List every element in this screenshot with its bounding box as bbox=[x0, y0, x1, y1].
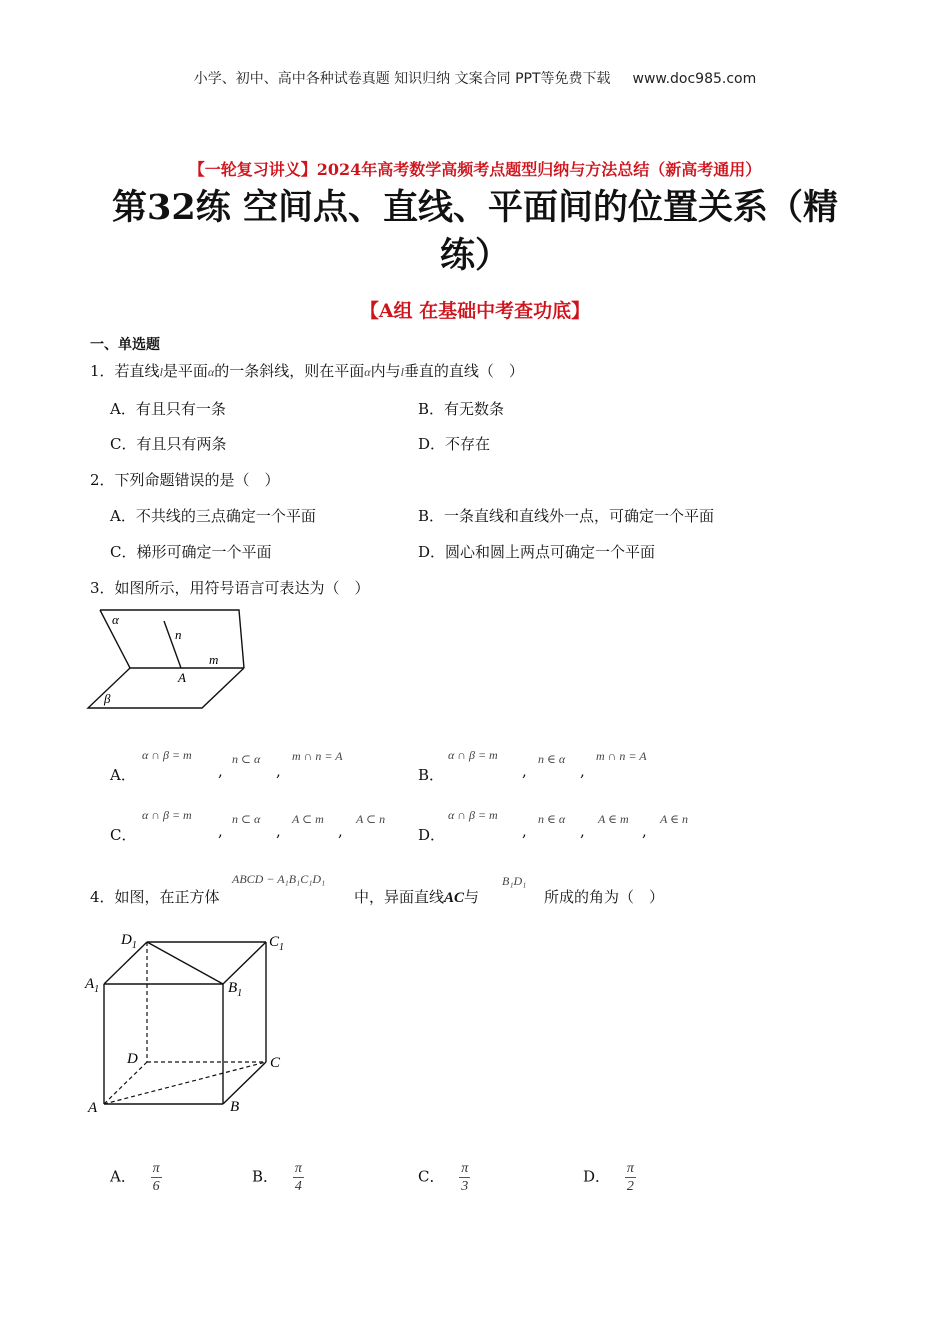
q4-label-a: A bbox=[88, 1100, 98, 1116]
q1-option-b[interactable]: B．有无数条 bbox=[418, 400, 505, 418]
q3-c-comma-2: , bbox=[276, 822, 281, 840]
q4-label-c: C bbox=[270, 1055, 281, 1071]
q4-cube-name: ABCD − A₁B₁C₁D₁ bbox=[232, 872, 326, 886]
q4-text-4: 所成的角为（ ） bbox=[544, 888, 665, 906]
q3-d-expr-3: A ∈ m bbox=[598, 812, 629, 826]
q3-a-expr-1: α ∩ β = m bbox=[142, 748, 192, 762]
q3-d-expr-1: α ∩ β = m bbox=[448, 808, 498, 822]
q2-option-c[interactable]: C．梯形可确定一个平面 bbox=[110, 543, 272, 561]
q1-math-alpha: α bbox=[207, 365, 215, 379]
q3-d-comma-3: , bbox=[642, 822, 647, 840]
q1-option-c[interactable]: C．有且只有两条 bbox=[110, 435, 227, 453]
q3-label-a: A bbox=[178, 670, 186, 685]
q1-number: 1． bbox=[90, 362, 115, 380]
q2-option-a[interactable]: A．不共线的三点确定一个平面 bbox=[110, 507, 316, 525]
q4-option-a[interactable] bbox=[110, 1160, 162, 1195]
q4-option-c[interactable] bbox=[418, 1160, 470, 1195]
q3-label-m: m bbox=[209, 652, 219, 667]
q3-c-expr-1: α ∩ β = m bbox=[142, 808, 192, 822]
q3-option-a-label[interactable]: A． bbox=[110, 766, 136, 784]
q3-d-comma-1: , bbox=[522, 822, 527, 840]
group-heading: 【A组 在基础中考查功底】 bbox=[359, 300, 591, 322]
q1-text-1: 若直线 bbox=[114, 362, 160, 380]
q3-a-comma-2: , bbox=[276, 762, 281, 780]
q4-label-b: B bbox=[230, 1099, 240, 1115]
q3-b-comma-1: , bbox=[522, 762, 527, 780]
q4-b-label: B． bbox=[252, 1167, 279, 1186]
series-title: 【一轮复习讲义】2024年高考数学高频考点题型归纳与方法总结（新高考通用） bbox=[188, 160, 762, 179]
q1-text-3: 的一条斜线，则在平面 bbox=[214, 362, 365, 380]
q3-c-expr-3: A ⊂ m bbox=[292, 812, 324, 826]
q4-a-label: A． bbox=[110, 1167, 136, 1186]
q4-option-d[interactable] bbox=[583, 1160, 636, 1195]
q3-option-d-label[interactable]: D． bbox=[418, 826, 446, 844]
q3-b-expr-2: n ∈ α bbox=[538, 752, 566, 766]
q4-option-b[interactable] bbox=[252, 1160, 304, 1195]
q3-a-comma-1: , bbox=[218, 762, 223, 780]
q4-label-d: D bbox=[127, 1051, 138, 1067]
header-text: 小学、初中、高中各种试卷真题 知识归纳 文案合同 PPT等免费下载 bbox=[193, 71, 611, 87]
q4-cube-figure bbox=[82, 926, 292, 1121]
q1-math-alpha-2: α bbox=[364, 365, 371, 379]
header-site[interactable]: www.doc985.com bbox=[632, 71, 757, 87]
q3-option-c-label[interactable]: C． bbox=[110, 826, 137, 844]
q4-label-d1: $D_1$ bbox=[121, 932, 137, 951]
q3-a-expr-2: n ⊂ α bbox=[232, 752, 261, 766]
q3-c-comma-1: , bbox=[218, 822, 223, 840]
q3-c-expr-2: n ⊂ α bbox=[232, 812, 261, 826]
q3-c-expr-4: A ⊂ n bbox=[356, 812, 386, 826]
q1-math-l-2: l bbox=[400, 365, 404, 379]
q2-option-b[interactable]: B．一条直线和直线外一点，可确定一个平面 bbox=[418, 507, 715, 525]
q1-text-4: 内与 bbox=[370, 362, 401, 380]
q3-b-comma-2: , bbox=[580, 762, 585, 780]
q3-label-n: n bbox=[175, 627, 182, 642]
q4-d-frac: $\frac{\pi}{2}$ bbox=[626, 1161, 634, 1194]
q3-label-beta: β bbox=[104, 691, 111, 706]
q1-text-2: 是平面 bbox=[162, 362, 208, 380]
q1-option-d[interactable]: D．不存在 bbox=[418, 435, 491, 453]
q4-b-frac: $\frac{\pi}{4}$ bbox=[294, 1161, 302, 1194]
q4-a-frac: $\frac{\pi}{6}$ bbox=[152, 1161, 160, 1194]
q4-math-ac: AC bbox=[444, 890, 465, 906]
q4-text-1: 4．如图，在正方体 bbox=[90, 888, 220, 906]
q3-label-alpha: α bbox=[112, 612, 119, 627]
q2-option-d[interactable]: D．圆心和圆上两点可确定一个平面 bbox=[418, 543, 656, 561]
q3-b-expr-1: α ∩ β = m bbox=[448, 748, 498, 762]
q1-option-a[interactable]: A．有且只有一条 bbox=[110, 400, 226, 418]
q3-d-expr-2: n ∈ α bbox=[538, 812, 566, 826]
q1-math-l: l bbox=[159, 365, 163, 379]
q3-d-comma-2: , bbox=[580, 822, 585, 840]
q3-b-expr-3: m ∩ n = A bbox=[596, 749, 647, 763]
q4-c-label: C． bbox=[418, 1167, 445, 1186]
q3-option-b-label[interactable]: B． bbox=[418, 766, 445, 784]
q4-label-b1: $B_1$ bbox=[228, 980, 243, 999]
q4-math-b1d1: B₁D₁ bbox=[502, 874, 527, 888]
q4-label-c1: $C_1$ bbox=[269, 934, 285, 953]
q1-text-5: 垂直的直线（ ） bbox=[403, 362, 524, 380]
q4-text-3: 与 bbox=[464, 888, 480, 906]
q4-c-frac: $\frac{\pi}{3}$ bbox=[461, 1161, 469, 1194]
question-1 bbox=[90, 360, 524, 381]
q4-d-label: D． bbox=[583, 1167, 611, 1186]
question-4 bbox=[90, 886, 220, 907]
q4-text-rest bbox=[354, 886, 479, 907]
q4-text-2: 中，异面直线 bbox=[354, 888, 445, 906]
q4-label-a1: $A_1$ bbox=[85, 976, 100, 995]
q3-c-comma-3: , bbox=[338, 822, 343, 840]
page-title: 第32练 空间点、直线、平面间的位置关系（精练） bbox=[112, 187, 838, 276]
q3-d-expr-4: A ∈ n bbox=[660, 812, 688, 826]
q3-a-expr-3: m ∩ n = A bbox=[292, 749, 343, 763]
section-heading: 一、单选题 bbox=[90, 337, 160, 353]
page-header bbox=[0, 68, 950, 88]
question-3: 3．如图所示，用符号语言可表达为（ ） bbox=[90, 579, 370, 597]
q3-planes-figure bbox=[84, 604, 254, 714]
question-2: 2．下列命题错误的是（ ） bbox=[90, 471, 280, 489]
